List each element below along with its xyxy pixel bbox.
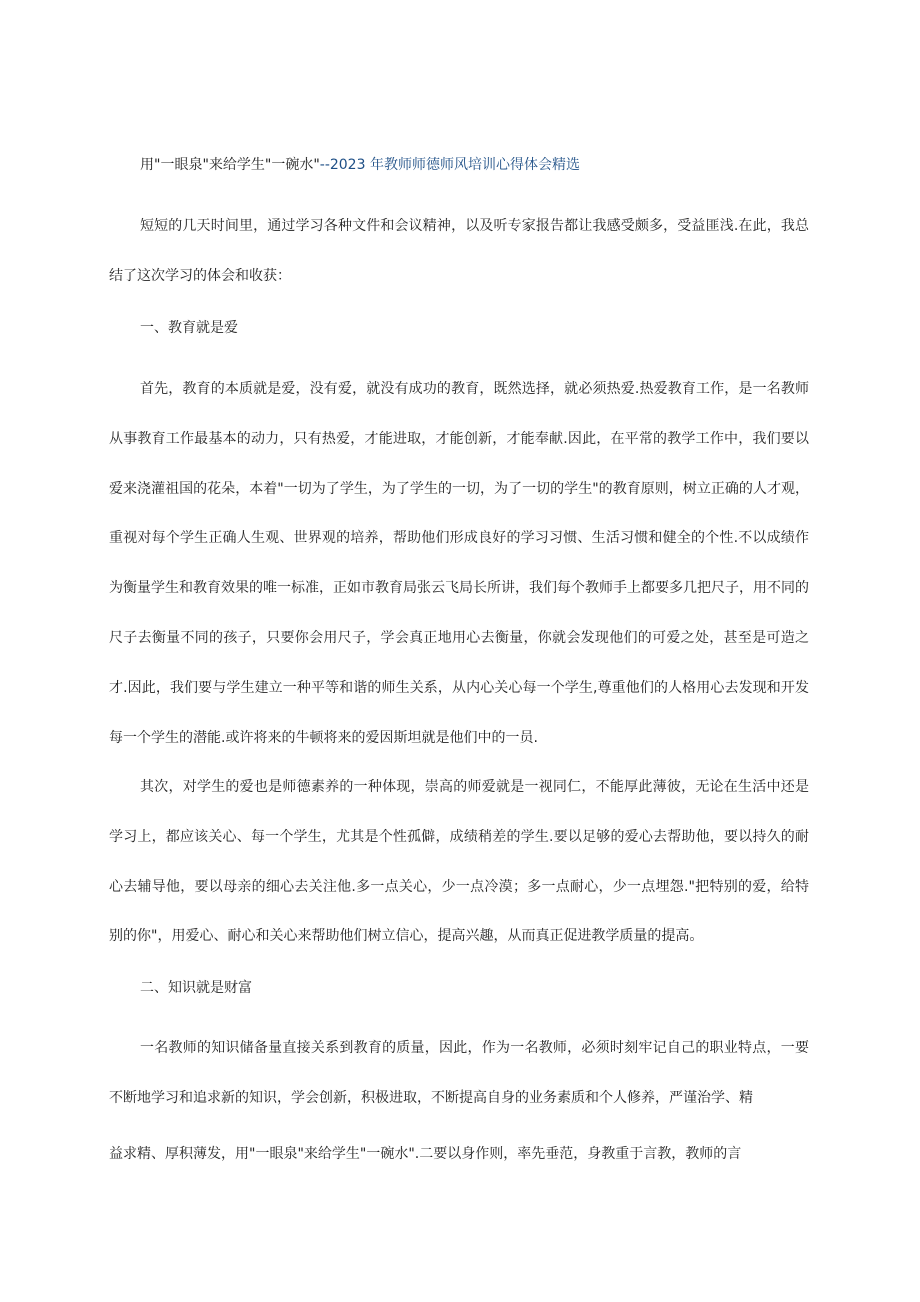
title-subtitle: --2023 年教师师德师风培训心得体会精选 [319, 157, 580, 173]
section2-heading: 二、知识就是财富 [140, 980, 252, 996]
section1-paragraph-1: 首先，教育的本质就是爱，没有爱，就没有成功的教育，既然选择，就必须热爱.热爱教育工作，是一名教师从事教育工作最基本的动力，只有热爱，才能进取，才能创新，才能奉献.因此，在平常的教学工作中，我们要以爱来浇灌祖国的花朵，本着"一切为了学生，为了学生的一切，为了一切的学生"的教育原则，树立正确的人才观，重视对每个学生正确人生观、世界观的培养，帮助他们形成良好的学习习惯、生活习惯和健全的个性.不以成绩作为衡量学生和教育效果的唯一标准，正如市教育局张云飞局长所讲，我们每个教师手上都要多几把尺子，用不同的尺子去衡量不同的孩子，只要你会用尺子，学会真正地用心去衡量，你就会发现他们的可爱之处，甚至是可造之才.因此，我们要与学生建立一种平等和谐的师生关系，从内心关心每一个学生,尊重他们的人格用心去发现和开发每一个学生的潜能.或许将来的牛顿将来的爱因斯坦就是他们中的一员. [109, 381, 809, 746]
section2-paragraph-1: 一名教师的知识储备量直接关系到教育的质量，因此，作为一名教师，必须时刻牢记自己的职业特点，一要不断地学习和追求新的知识，学会创新，积极进取，不断提高自身的业务素质和个人修养，严谨治学、精 [109, 1040, 809, 1106]
intro-paragraph: 短短的几天时间里，通过学习各种文件和会议精神，以及听专家报告都让我感受颇多，受益匪浅.在此，我总结了这次学习的体会和收获： [109, 218, 809, 284]
section1-heading: 一、教育就是爱 [140, 320, 238, 336]
section2-paragraph-2: 益求精、厚积薄发，用"一眼泉"来给学生"一碗水".二要以身作则，率先垂范，身教重于言教，教师的言 [109, 1146, 742, 1162]
title-main: 用"一眼泉"来给学生"一碗水" [140, 157, 320, 173]
document-title [140, 153, 580, 177]
section1-paragraph-2: 其次，对学生的爱也是师德素养的一种体现，崇高的师爱就是一视同仁，不能厚此薄彼，无论在生活中还是学习上，都应该关心、每一个学生，尤其是个性孤僻，成绩稍差的学生.要以足够的爱心去帮助他，要以持久的耐心去辅导他，要以母亲的细心去关注他.多一点关心，少一点冷漠；多一点耐心，少一点埋怨."把特别的爱，给特别的你"，用爱心、耐心和关心来帮助他们树立信心，提高兴趣，从而真正促进教学质量的提高。 [109, 779, 809, 945]
